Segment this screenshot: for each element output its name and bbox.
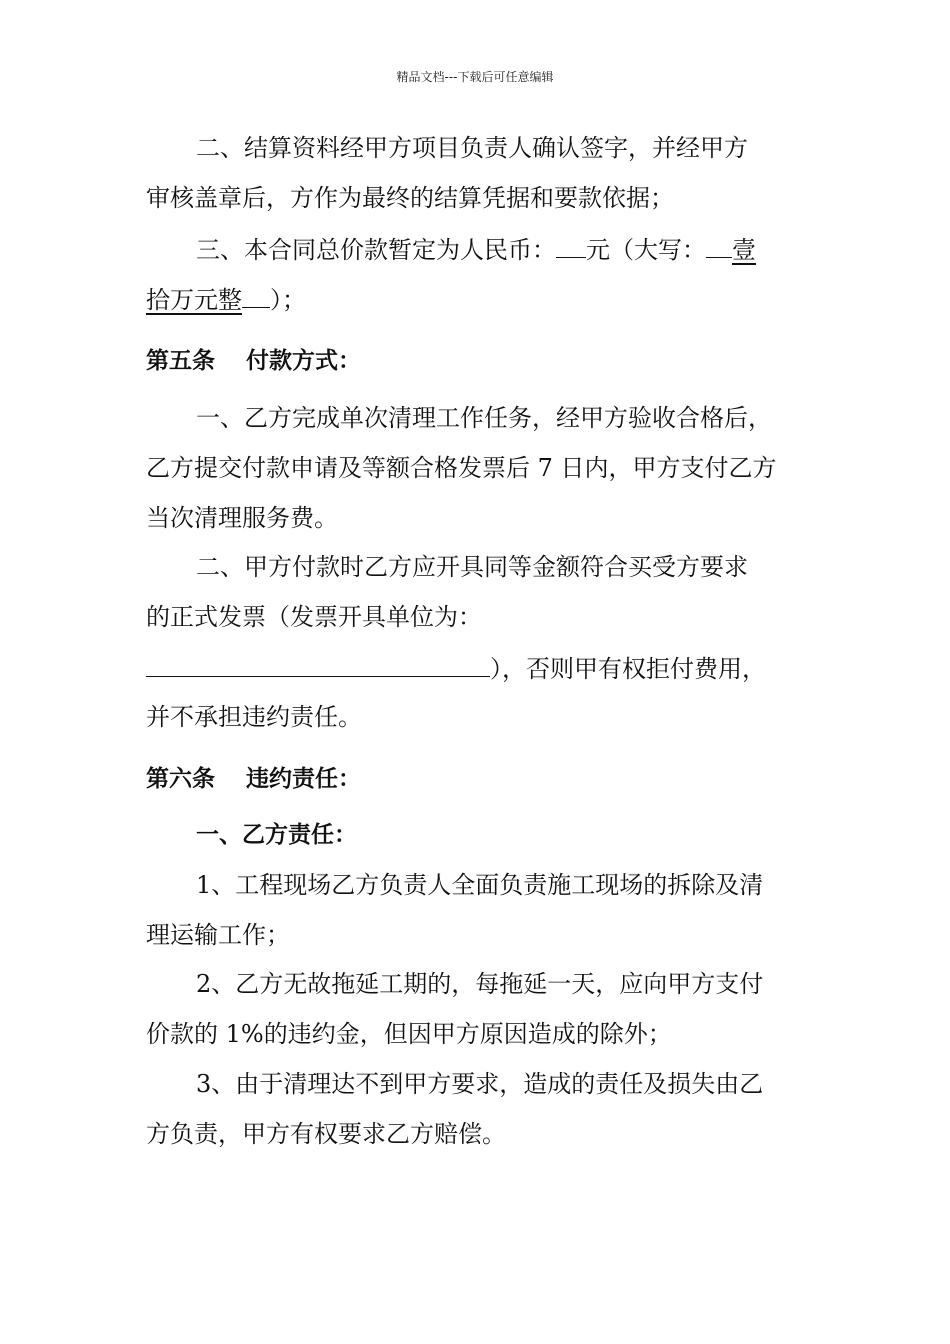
paragraph-line: 并不承担违约责任。 (146, 703, 362, 731)
paragraph-line: 二、结算资料经甲方项目负责人确认签字，并经甲方 (196, 134, 748, 162)
paragraph-line: 方负责，甲方有权要求乙方赔偿。 (146, 1120, 506, 1148)
uppercase-amount-text: 壹 (732, 236, 756, 264)
paragraph-line: 2、乙方无故拖延工期的，每拖延一天，应向甲方支付 (196, 970, 764, 998)
paragraph-line: 价款的 1%的违约金，但因甲方原因造成的除外； (146, 1020, 672, 1048)
amount-blank (242, 283, 270, 308)
invoice-unit-line (146, 652, 766, 684)
paragraph-line: 当次清理服务费。 (146, 504, 338, 532)
total-price-line (196, 233, 756, 265)
paragraph-line: 3、由于清理达不到甲方要求，造成的责任及损失由乙 (196, 1070, 764, 1098)
uppercase-amount-text: 拾万元整 (146, 286, 242, 314)
paragraph-line: 二、甲方付款时乙方应开具同等金额符合买受方要求 (196, 553, 748, 581)
paragraph-line: 理运输工作； (146, 921, 290, 949)
paragraph-text: ）； (270, 286, 306, 314)
invoice-unit-blank (146, 652, 490, 677)
paragraph-line: 1、工程现场乙方负责人全面负责施工现场的拆除及清 (196, 871, 764, 899)
paragraph-line: 审核盖章后，方作为最终的结算凭据和要款依据； (146, 184, 674, 212)
subsection-heading: 一、乙方责任： (196, 822, 357, 848)
uppercase-amount-blank (706, 233, 732, 258)
paragraph-text: 元（大写： (586, 236, 706, 264)
amount-blank (556, 233, 586, 258)
total-price-line-continued (146, 283, 306, 315)
section-heading: 第五条 付款方式： (146, 348, 362, 374)
paragraph-line: 乙方提交付款申请及等额合格发票后 7 日内，甲方支付乙方 (146, 454, 777, 482)
paragraph-line: 的正式发票（发票开具单位为： (146, 603, 482, 631)
paragraph-text: 三、本合同总价款暂定为人民币： (196, 236, 556, 264)
paragraph-line: 一、乙方完成单次清理工作任务，经甲方验收合格后， (196, 404, 772, 432)
page-header: 精品文档---下载后可任意编辑 (396, 70, 554, 84)
paragraph-text: ），否则甲有权拒付费用， (490, 655, 766, 683)
section-heading: 第六条 违约责任： (146, 766, 362, 792)
